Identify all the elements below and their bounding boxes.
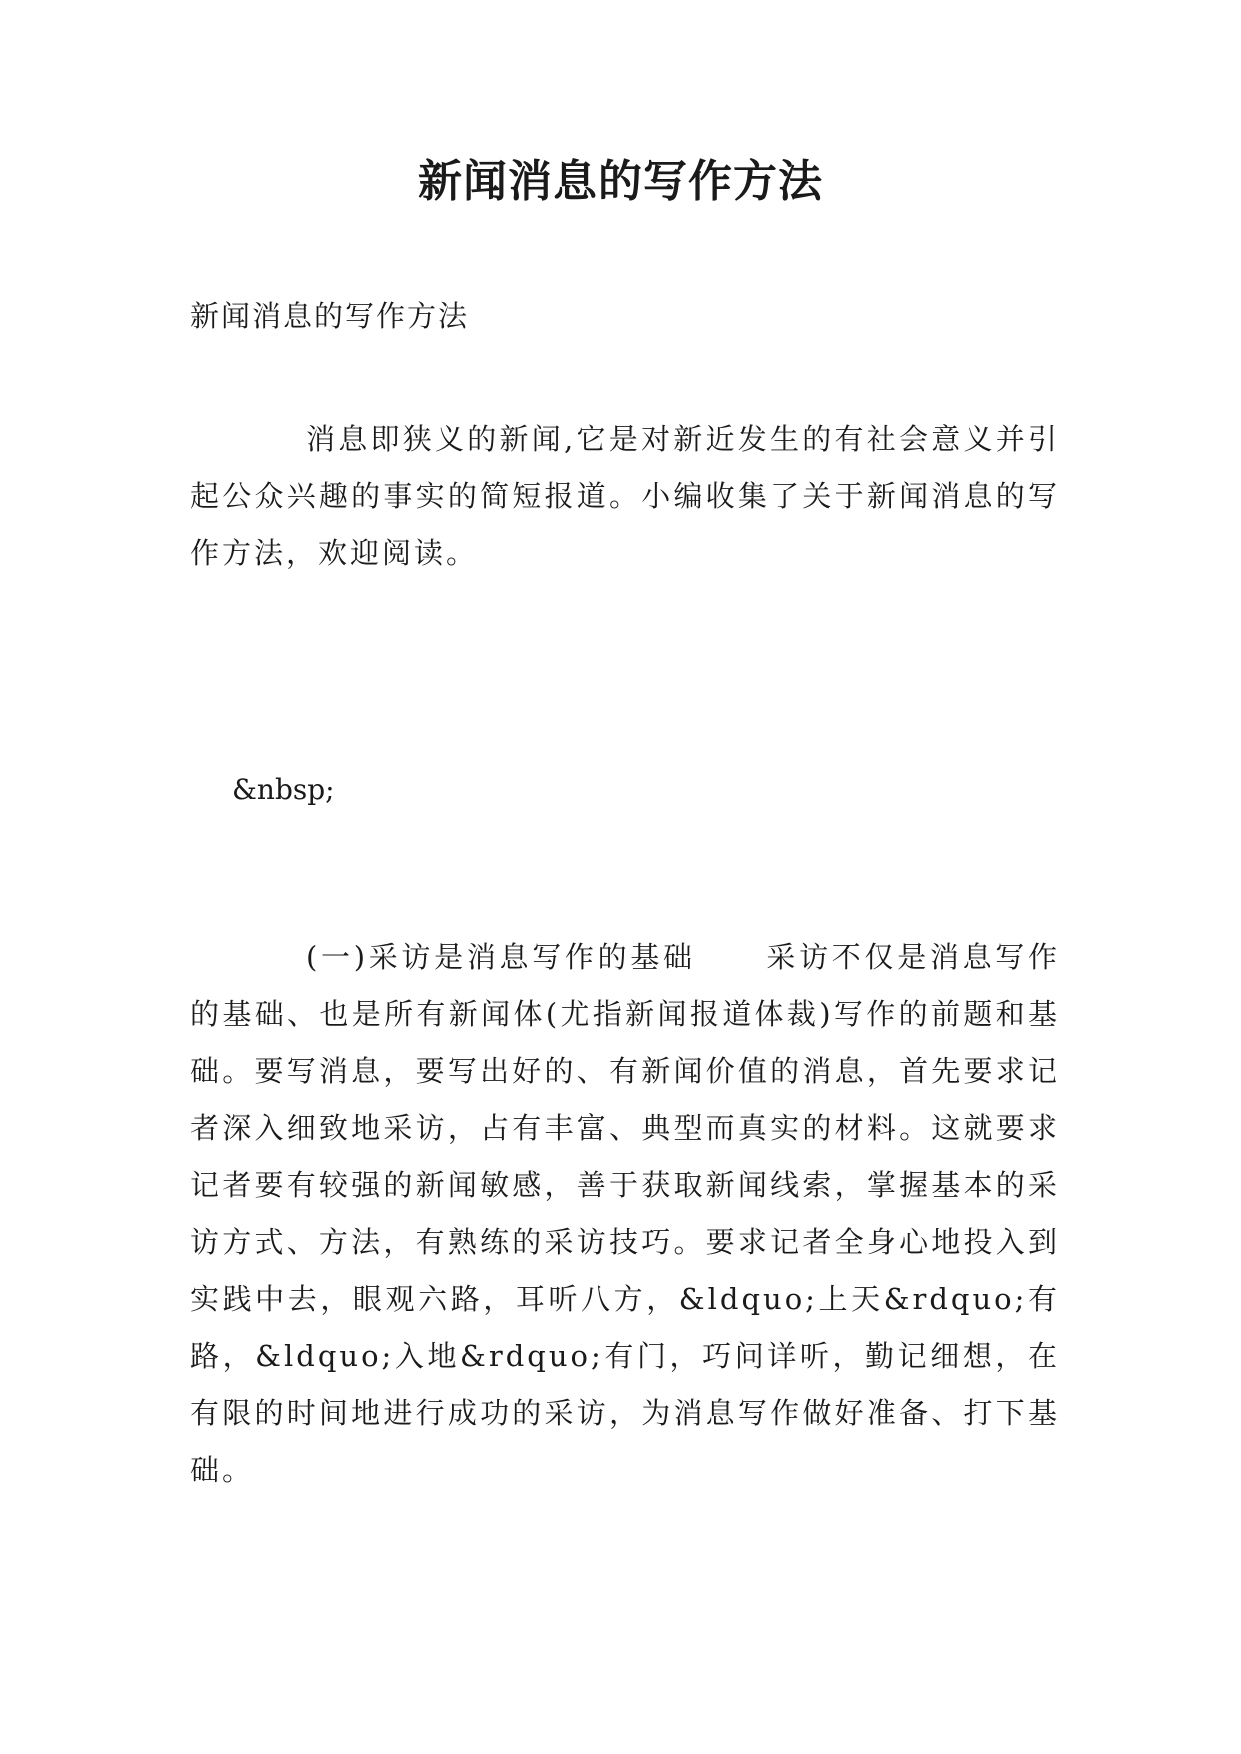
nbsp-text: &nbsp;: [232, 773, 335, 806]
document-subtitle: 新闻消息的写作方法: [190, 299, 470, 333]
intro-paragraph: 消息即狭义的新闻,它是对新近发生的有社会意义并引起公众兴趣的事实的简短报道。小编收集了关于新闻消息的写作方法，欢迎阅读。: [190, 422, 1060, 570]
section-heading: (一)采访是消息写作的基础: [306, 940, 696, 974]
document-title: 新闻消息的写作方法: [418, 156, 823, 207]
section-paragraph: [190, 929, 1060, 1499]
section-body: 采访不仅是消息写作的基础、也是所有新闻体(尤指新闻报道体裁)写作的前题和基础。要写消息，要写出好的、有新闻价值的消息，首先要求记者深入细致地采访，占有丰富、典型而真实的材料。这就要求记者要有较强的新闻敏感，善于获取新闻线索，掌握基本的采访方式、方法，有熟练的采访技巧。要求记者全身心地投入到实践中去，眼观六路，耳听八方，&ldquo;上天&rdquo;有路，&ldquo;入地&rdquo;有门，巧问详听，勤记细想，在有限的时间地进行成功的采访，为消息写作做好准备、打下基础。: [190, 940, 1060, 1487]
